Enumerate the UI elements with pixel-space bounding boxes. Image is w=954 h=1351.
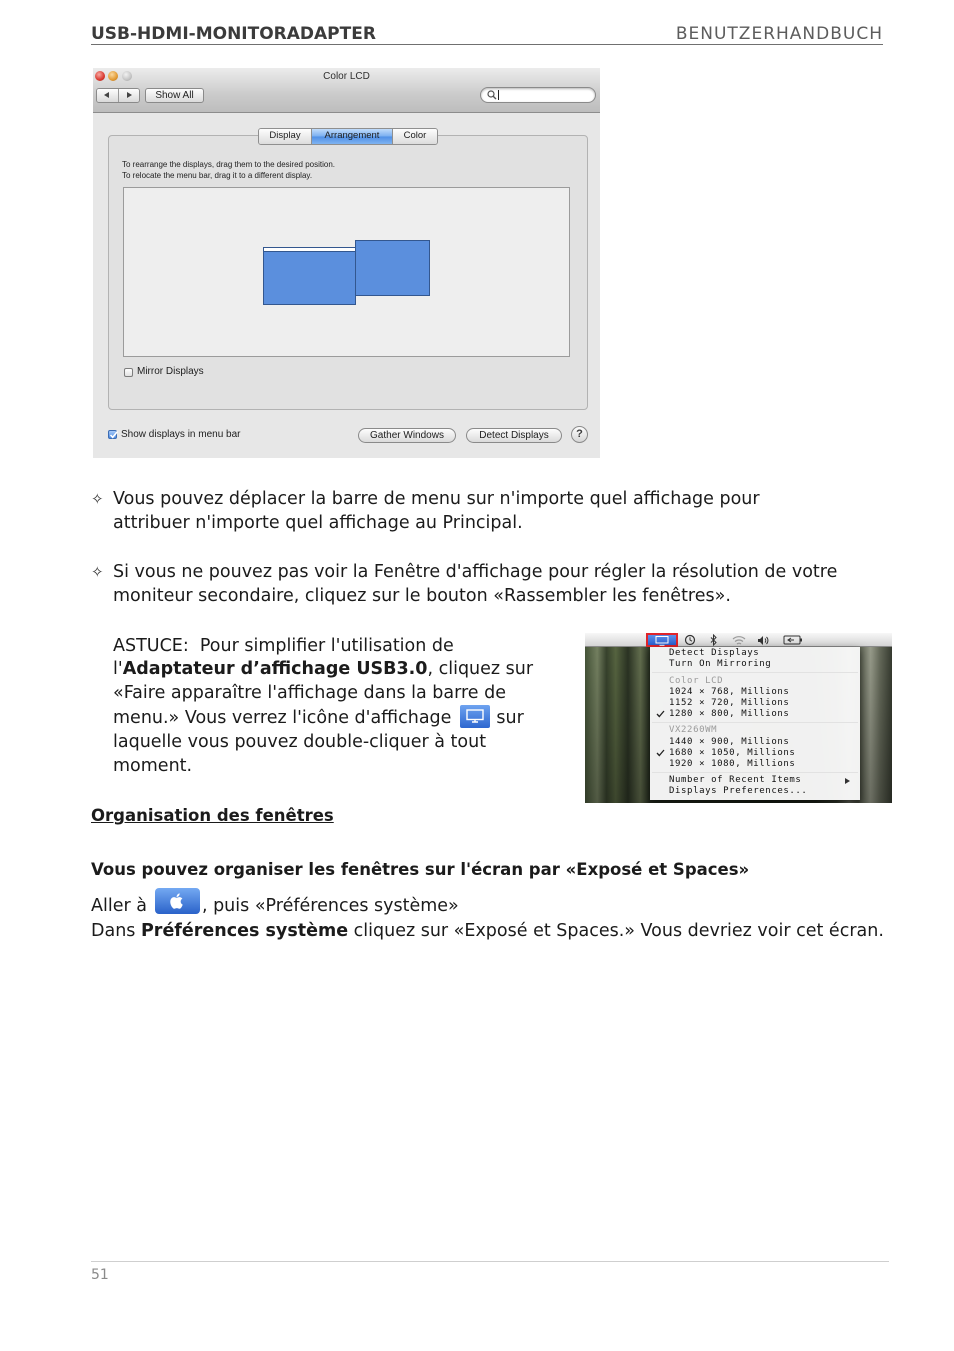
show-all-button: Show All — [145, 88, 204, 103]
volume-icon — [757, 635, 769, 646]
body-text: Aller à — [91, 896, 147, 916]
header-manual-title: BENUTZERHANDBUCH — [675, 24, 883, 44]
header-product-title: USB-HDMI-MONITORADAPTER — [91, 24, 376, 44]
display-menu-icon — [646, 633, 678, 647]
search-field — [480, 87, 596, 103]
menu-separator — [652, 722, 858, 723]
tip-adapter-name: Adaptateur d’affichage USB3.0 — [122, 659, 428, 679]
goto-apple-menu-line — [91, 893, 459, 919]
body-text: , puis «Préférences système» — [201, 896, 459, 916]
checkmark-icon — [656, 749, 665, 757]
tip-text: l' — [113, 659, 123, 679]
section-subheading: Vous pouvez organiser les fenêtres sur l'écran par «Exposé et Spaces» — [91, 860, 750, 879]
forward-button — [118, 89, 140, 102]
bluetooth-icon — [710, 634, 718, 646]
menu-separator — [652, 772, 858, 773]
detect-displays-button: Detect Displays — [466, 428, 562, 443]
menu-item-resolution: 1024 × 768, Millions — [669, 687, 790, 697]
tip-line-1: ASTUCE: Pour simplifier l'utilisation de — [113, 636, 454, 656]
tab-display: Display — [259, 129, 311, 144]
system-preferences-line — [91, 919, 884, 943]
battery-icon — [783, 635, 803, 645]
tip-line-2 — [113, 657, 533, 681]
checkmark-icon — [656, 710, 665, 718]
tip-text: , cliquez sur — [427, 659, 534, 679]
body-text: cliquez sur «Exposé et Spaces.» Vous devriez voir cet écran. — [348, 921, 884, 941]
display-rect-primary — [263, 247, 356, 305]
instruction-rearrange: To rearrange the displays, drag them to the desired position. — [122, 160, 336, 169]
forward-arrow-icon — [127, 92, 132, 98]
page-number: 51 — [91, 1267, 109, 1283]
menu-item-resolution: 1680 × 1050, Millions — [669, 748, 796, 758]
header-rule — [91, 44, 883, 45]
tip-line-6: moment. — [113, 756, 193, 776]
displays-menu-screenshot — [585, 633, 892, 803]
checkmark-icon — [109, 430, 119, 440]
bullet-1-line-1: Vous pouvez déplacer la barre de menu sur n'importe quel affichage pour — [113, 489, 760, 509]
bullet-2-line-1: Si vous ne pouvez pas voir la Fenêtre d'affichage pour régler la résolution de votre — [113, 562, 838, 582]
menu-item-resolution: 1440 × 900, Millions — [669, 737, 790, 747]
footer-rule — [91, 1261, 889, 1262]
time-machine-icon — [684, 634, 696, 646]
show-displays-in-menubar-label: Show displays in menu bar — [121, 429, 241, 440]
menu-item-turn-on-mirroring: Turn On Mirroring — [669, 659, 772, 669]
tab-arrangement: Arrangement — [311, 129, 392, 144]
display-menu-icon — [460, 705, 490, 728]
back-arrow-icon — [104, 92, 109, 98]
tip-line-5: laquelle vous pouvez double-cliquer à tout — [113, 732, 487, 752]
tip-line-3: «Faire apparaître l'affichage dans la barre de — [113, 683, 507, 703]
show-displays-in-menubar-checkbox — [108, 430, 117, 439]
menu-item-displays-preferences: Displays Preferences... — [669, 786, 808, 796]
menu-item-detect-displays: Detect Displays — [669, 648, 760, 658]
menu-item-resolution: 1280 × 800, Millions — [669, 709, 790, 719]
search-icon — [487, 90, 497, 100]
wifi-icon — [732, 635, 746, 646]
menu-item-resolution: 1152 × 720, Millions — [669, 698, 790, 708]
bullet-2-line-2: moniteur secondaire, cliquez sur le bouton «Rassembler les fenêtres». — [113, 586, 731, 606]
back-button — [97, 89, 118, 102]
window-title: Color LCD — [323, 71, 370, 82]
section-heading: Organisation des fenêtres — [91, 806, 334, 825]
body-text: Dans — [91, 921, 141, 941]
mirror-displays-label: Mirror Displays — [137, 366, 204, 377]
preference-tabs — [258, 128, 438, 145]
menu-separator — [652, 672, 858, 673]
help-button: ? — [571, 426, 588, 443]
tip-line-4 — [113, 706, 524, 730]
gather-windows-button: Gather Windows — [358, 428, 456, 443]
tab-color: Color — [392, 129, 437, 144]
menu-item-resolution: 1920 × 1080, Millions — [669, 759, 796, 769]
mirror-displays-checkbox — [124, 368, 133, 377]
submenu-arrow-icon — [845, 778, 850, 784]
menu-bar-indicator — [263, 247, 356, 252]
apple-menu-icon — [155, 888, 200, 914]
system-preferences-term: Préférences système — [140, 921, 349, 941]
menu-header-vx2260wm: VX2260WM — [669, 725, 718, 735]
text-caret — [498, 90, 499, 100]
displays-dropdown-menu — [650, 647, 860, 800]
bullet-1-line-2: attribuer n'importe quel affichage au Principal. — [113, 513, 523, 533]
tip-text: menu.» Vous verrez l'icône d'affichage — [113, 708, 452, 728]
menu-header-color-lcd: Color LCD — [669, 676, 724, 686]
display-rect-secondary — [355, 240, 430, 296]
instruction-relocate-menubar: To relocate the menu bar, drag it to a different display. — [122, 171, 313, 180]
back-forward-buttons — [96, 88, 140, 103]
bullet-symbol: ✧ — [91, 563, 104, 581]
bullet-symbol: ✧ — [91, 490, 104, 508]
color-lcd-window-screenshot — [93, 68, 600, 458]
menu-item-number-of-recent-items: Number of Recent Items — [669, 775, 802, 785]
tip-text: sur — [496, 708, 524, 728]
